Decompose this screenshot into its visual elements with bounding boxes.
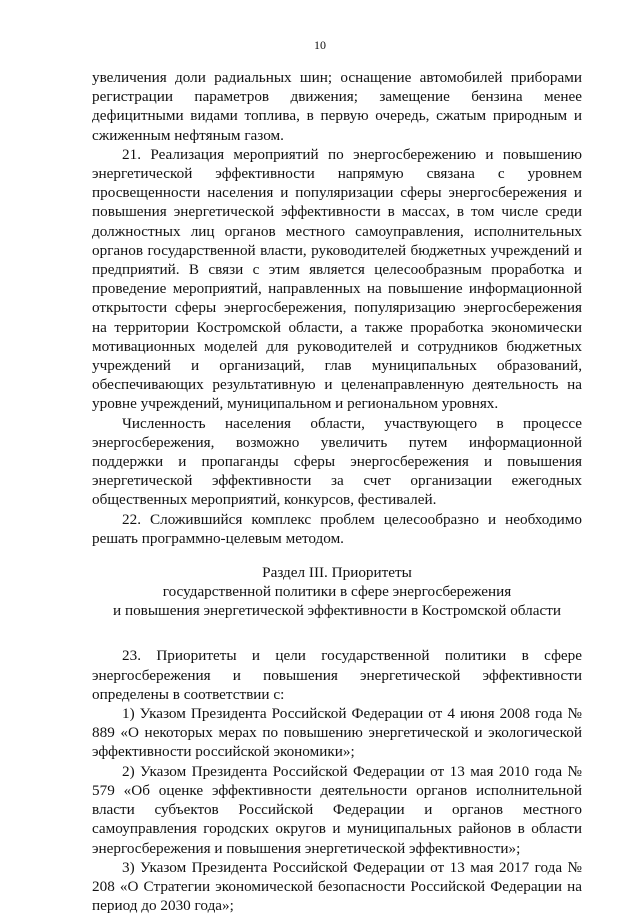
document-body bbox=[92, 68, 582, 915]
list-item-1: 1) Указом Президента Российской Федерации от 4 июня 2008 года № 889 «О некоторых мерах по повышению энергетической и экологической эффективности российской экономики»; bbox=[92, 705, 582, 761]
list-item-2: 2) Указом Президента Российской Федерации от 13 мая 2010 года № 579 «Об оценке эффективности деятельности органов исполнительной власти субъектов Российской Федерации и органов местного самоуправления городских округов и муниципальных районов в области энергосбережения и повышения энергетической эффективности»; bbox=[92, 762, 582, 857]
section-heading-line-1: Раздел III. Приоритеты bbox=[262, 564, 412, 582]
paragraph-23: 23. Приоритеты и цели государственной политики в сфере энергосбережения и повышения энергетической эффективности определены в соответствии с: bbox=[92, 647, 582, 703]
section-heading-line-3: и повышения энергетической эффективности в Костромской области bbox=[113, 601, 561, 619]
paragraph-continuation: увеличения доли радиальных шин; оснащение автомобилей приборами регистрации параметров движения; замещение бензина менее дефицитными видами топлива, в первую очередь, сжатым природным и сжиженным нефтяным газом. bbox=[92, 69, 582, 144]
paragraph-21: 21. Реализация мероприятий по энергосбережению и повышению энергетической эффективности напрямую связана с уровнем просвещенности населения и популяризации сферы энергосбережения и повышения энергетической эффективности в массах, в том числе среди должностных лиц органов местного самоуправления, исполнительных органов государственной власти, руководителей бюджетных учреждений и предприятий. В связи с этим является целесообразным проработка и проведение мероприятий, направленных на повышение информационной открытости сферы энергосбережения, популяризацию энергосбережения на территории Костромской области, а также проработка экономически мотивационных моделей для руководителей и сотрудников бюджетных учреждений и организаций, глав муниципальных образований, обеспечивающих результативную и целенаправленную деятельность на уровне учреждений, муниципальном и региональном уровнях. bbox=[92, 145, 582, 413]
paragraph-population: Численность населения области, участвующего в процессе энергосбережения, возможно увеличить путем информационной поддержки и пропаганды сферы энергосбережения и повышения энергетической эффективности за счет организации ежегодных общественных мероприятий, конкурсов, фестивалей. bbox=[92, 414, 582, 509]
page-number: 10 bbox=[314, 38, 326, 52]
section-heading-line-2: государственной политики в сфере энергосбережения bbox=[162, 582, 512, 600]
section-heading bbox=[92, 564, 582, 620]
paragraph-22: 22. Сложившийся комплекс проблем целесообразно и необходимо решать программно-целевым методом. bbox=[92, 510, 582, 547]
list-item-3: 3) Указом Президента Российской Федерации от 13 мая 2017 года № 208 «О Стратегии экономической безопасности Российской Федерации на период до 2030 года»; bbox=[92, 858, 582, 915]
